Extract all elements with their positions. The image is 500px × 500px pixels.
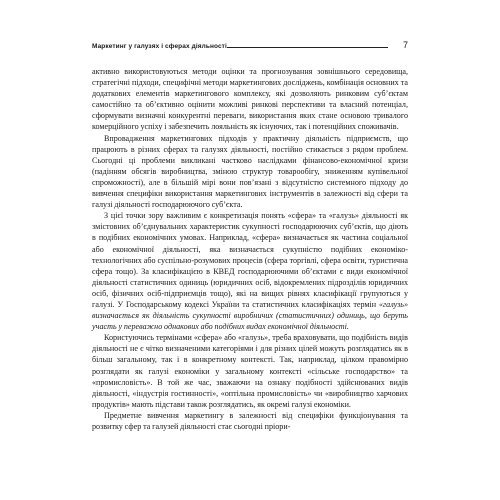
paragraph-text: Предметне вивчення маркетингу в залежності від специфіки функціонування та розвитку сфер та галузей діяльності стає сьогодні пріори- — [92, 410, 408, 431]
paragraph — [92, 410, 408, 432]
paragraph — [92, 66, 408, 133]
paragraph — [92, 332, 408, 410]
header-title: Маркетинг у галузях і сферах діяльності — [92, 43, 227, 50]
body-text — [92, 66, 408, 432]
page-number: 7 — [402, 40, 408, 50]
paragraph-text: активно використовуються методи оцінки та прогнозування зовнішнього середовища, стратегічні підходи, специфічні методи маркетингових досліджень, комбінація основних та додаткових елементів маркетингового комплексу, які дозволяють ринковим суб’єктам самостійно та об’єктивно оцінити можливі ринкові перспективи та власний потенціал, сформувати визначні конкурентні переваги, використання яких стане основою тривалого комерційного успіху і забезпечить лояльність як існуючих, так і потенційних споживачів. — [92, 67, 408, 132]
header-rule — [227, 47, 388, 48]
paragraph-text: З цієї точки зору важливим є конкретизація понять «сфера» та «галузь» діяльності як змістовних об’єднувальних характеристик сукупності господарюючих суб’єктів, що діють в подібних економічних умовах. Наприклад, «сфера» визначається як частина соціальної або економічної діяльності, яка визначається сукупністю подібних економіко-технологічних або суспільно-розумових процесів (сфера торгівлі, сфера освіти, туристична сфера тощо). За класифікацією в КВЕД господарюючими об’єктами є види економічної діяльності статистичних одиниць (юридичних осіб, відокремлених підрозділів юридичних осіб, фізичних осіб-підприємців тощо), які на вищих рівнях класифікації групуються у галузі. У Господарському кодексі України та статистичних класифікаціях термін — [92, 211, 408, 309]
paragraph-text: Користуючись термінами «сфера» або «галузь», треба враховувати, що подібність видів діяльності не є чітко визначеними категоріями і для різних цілей можуть розглядатись як в більш загальному, так і в конкретному контексті. Так, наприклад, цілком правомірно розглядати як галузі економіки у загальному контексті «сільське господарство» та «промисловість». В той же час, зважаючи на ознаку подібності здійснюваних видів діяльності, «індустрія гостинності», «оптільна промисловість» чи «виробництво харчових продуктів» мають підстави також розглядатись, як окремі галузі економіки. — [92, 333, 408, 409]
paragraph — [92, 133, 408, 211]
paragraph — [92, 210, 408, 332]
running-header — [92, 37, 408, 55]
paragraph-text: Впровадження маркетингових підходів у практичну діяльність підприємств, що працюють в різних сферах та галузях діяльності, постійно стикається з рядом проблем. Сьогодні ці проблеми викликані частково наслідками фінансово-економічної кризи (падінням обсягів виробництва, зміною структур товарообігу, зниженням купівельної спроможності), але в більшій мірі вони пов’язані з відсутністю системного підходу до вивчення специфіки використання маркетингових інструментів в залежності від сфери та галузі діяльності господарюючого суб’єкта. — [92, 133, 408, 210]
italic-definition: «галузь» визначається як діяльність сукупності виробничих (статистичних) одиниць, що беруть участь у переважно однакових або подібних видах економічної діяльності. — [92, 299, 408, 332]
